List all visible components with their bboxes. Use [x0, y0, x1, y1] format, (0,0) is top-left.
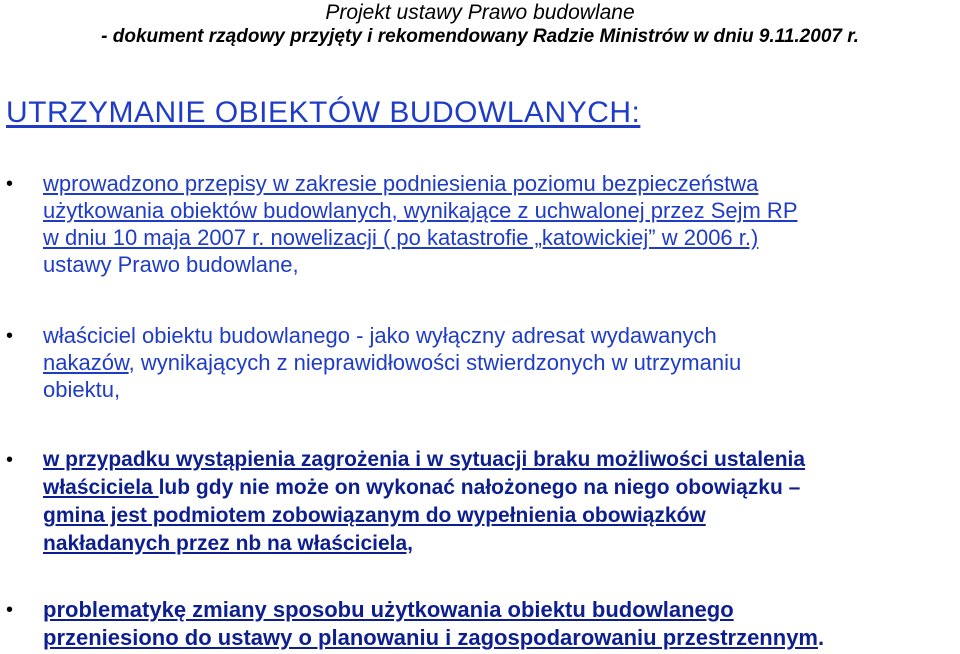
bullet-2-line-3: obiektu, [43, 377, 121, 402]
bullet-3-line-2 [43, 474, 955, 502]
bullet-text-4 [43, 596, 955, 652]
bullet-text-1 [43, 170, 955, 278]
bullet-3-underlined: właściciela [43, 476, 159, 499]
bullet-4-line-1: problematykę zmiany sposobu użytkowania obiektu budowlanego [43, 597, 734, 622]
bullet-4-underlined: przeniesiono do ustawy o planowaniu i zagospodarowaniu przestrzennym [43, 625, 818, 650]
bullet-2-underlined: nakazów [43, 350, 129, 375]
header [0, 0, 960, 49]
bullet-4-rest: . [817, 625, 825, 650]
bullet-2-line-2 [43, 349, 955, 376]
bullet-1-line-1: wprowadzono przepisy w zakresie podniesienia poziomu bezpieczeństwa [43, 171, 759, 196]
bullet-text-3 [43, 446, 955, 558]
bullet-1-line-3: w dniu 10 maja 2007 r. nowelizacji ( po katastrofie „katowickiej” w 2006 r.) [43, 225, 759, 250]
bullet-4-line-2 [43, 624, 955, 652]
bullet-2-line-1: właściciel obiektu budowlanego - jako wyłączny adresat wydawanych [43, 323, 717, 348]
bullet-icon: • [6, 173, 14, 195]
bullet-3-line-1: w przypadku wystąpienia zagrożenia i w sytuacji braku możliwości ustalenia [43, 448, 806, 471]
bullet-icon: • [6, 449, 14, 471]
header-title: Projekt ustawy Prawo budowlane [325, 1, 635, 24]
bullet-3-rest: lub gdy nie może on wykonać nałożonego na niego obowiązku – [158, 476, 801, 499]
bullet-text-2 [43, 322, 955, 403]
bullet-3-line-3: gmina jest podmiotem zobowiązanym do wypełnienia obowiązków [43, 504, 706, 527]
bullet-1-line-4: ustawy Prawo budowlane, [43, 252, 299, 277]
bullet-icon: • [6, 325, 14, 347]
bullet-2-rest: , wynikających z nieprawidłowości stwierdzonych w utrzymaniu [128, 350, 742, 375]
page-title: UTRZYMANIE OBIEKTÓW BUDOWLANYCH: [6, 96, 641, 129]
bullet-1-line-2: użytkowania obiektów budowlanych, wynikające z uchwalonej przez Sejm RP [43, 198, 798, 223]
bullet-icon: • [6, 599, 14, 621]
bullet-3-line-4: nakładanych przez nb na właściciela, [43, 532, 413, 555]
header-subtitle: - dokument rządowy przyjęty i rekomendowany Radzie Ministrów w dniu 9.11.2007 r. [101, 26, 859, 47]
